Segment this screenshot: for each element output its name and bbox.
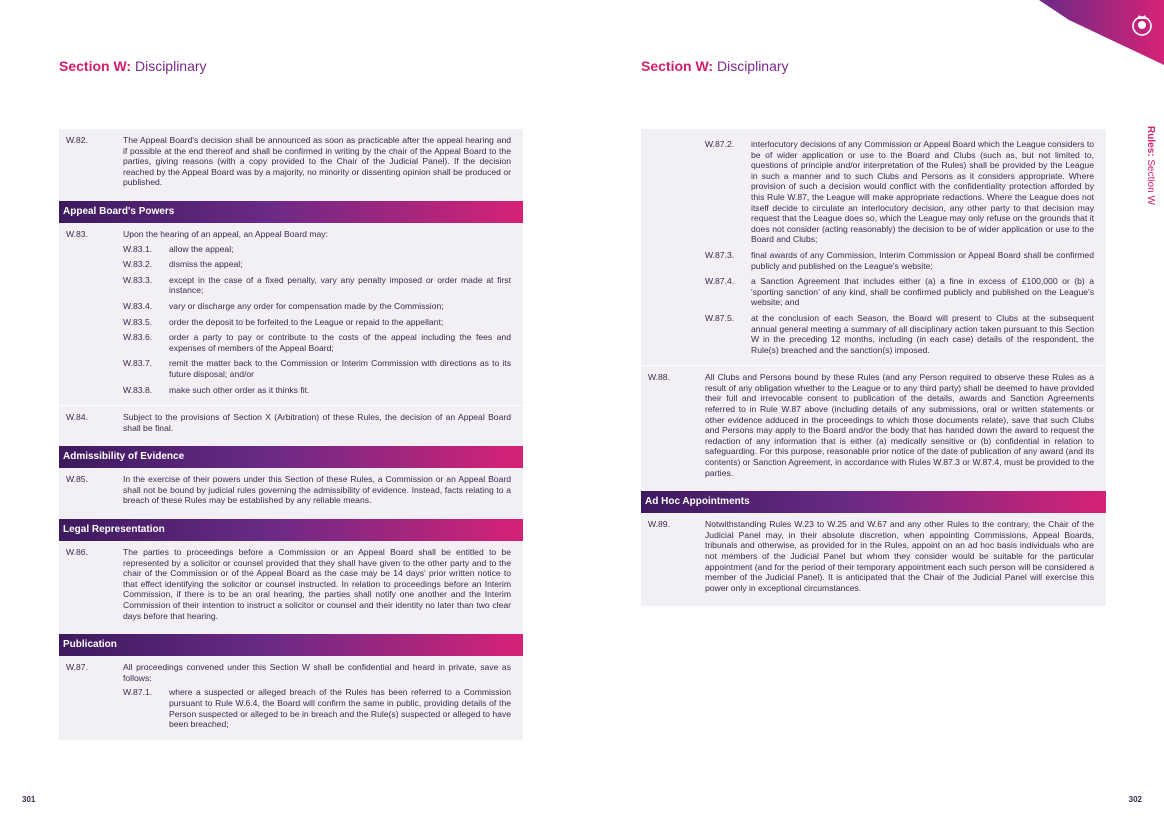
section-header-legal: Legal Representation: [59, 519, 523, 541]
rule-text: All proceedings convened under this Section W shall be confidential and heard in private, save as follows:: [123, 662, 511, 683]
subrule-w83-1: [123, 244, 511, 255]
subrule-w87-3: [705, 250, 1094, 271]
right-column: [641, 129, 1106, 606]
subrule-text: order the deposit to be forfeited to the League or repaid to the appellant;: [169, 316, 444, 327]
subrule-text: a Sanction Agreement that includes either (a) a fine in excess of £100,000 or (b) a 'sporting sanction' of any kind, shall be confirmed publicly and published on the League's website; and: [751, 276, 1094, 308]
rule-w83: [66, 229, 511, 240]
heading-section-name: Disciplinary: [131, 58, 207, 74]
subrule-number: W.83.8.: [123, 384, 153, 395]
section-header-adhoc: Ad Hoc Appointments: [641, 491, 1106, 513]
subrule-number: W.83.7.: [123, 358, 153, 369]
subrule-w87-1: [123, 687, 511, 729]
rule-block-w86: [59, 541, 523, 634]
rule-w86: [66, 547, 511, 621]
subrule-number: W.87.4.: [705, 276, 735, 287]
rule-block-w87: [59, 656, 523, 740]
rule-number: W.86.: [66, 547, 88, 558]
side-label-bold: Rules:: [1145, 126, 1157, 157]
rule-block-w85: [59, 468, 523, 519]
rule-number: W.89.: [648, 519, 670, 530]
rule-text: In the exercise of their powers under this Section of these Rules, a Commission or an Appeal Board shall not be bound by judicial rules governing the admissibility of evidence. Instead, facts relating to a breach of these Rules may be established by any reliable means.: [123, 474, 511, 506]
subrule-w83-7: [123, 358, 511, 379]
subrule-text: dismiss the appeal;: [169, 259, 243, 270]
rule-number: W.83.: [66, 228, 88, 239]
subrule-number: W.83.2.: [123, 259, 153, 270]
subrule-number: W.87.2.: [705, 139, 735, 149]
subrule-w87-2: [705, 139, 1094, 245]
rule-w89: [648, 519, 1094, 593]
rule-block-w84: [59, 406, 523, 446]
subrule-text: vary or discharge any order for compensation made by the Commission;: [169, 300, 444, 311]
rule-w82: [66, 135, 511, 188]
subrule-number: W.87.3.: [705, 249, 735, 260]
rule-w85: [66, 474, 511, 506]
subrule-w83-8: [123, 385, 511, 396]
left-column: [59, 129, 523, 740]
subrule-number: W.87.1.: [123, 687, 153, 698]
subrule-w87-4: [705, 276, 1094, 308]
rule-number: W.88.: [648, 372, 670, 383]
subrule-text: interlocutory decisions of any Commission or Appeal Board which the League considers to be of wider application or use to the Board and Clubs (such as, but not limited to, questions of principle and/or interpretation of the Rules) shall be provided by the League in such a manner and to such Clubs and Persons as it considers appropriate. Where provision of such a decision would conflict with the confidentiality protection afforded by this Rule W.87, the League will make appropriate redactions. Where the League does not itself decide to circulate an interlocutory decision, any other party to that decision may request that the League does so, which the League may only refuse on the grounds that it does not consider (acting reasonably) the decision to be of wider application or use to the Board and Clubs;: [751, 139, 1094, 245]
rule-block-w82: [59, 129, 523, 201]
rule-text: The parties to proceedings before a Commission or an Appeal Board shall be entitled to be represented by a solicitor or counsel provided that they shall have given to the other party and to the chair of the Commission or of the Appeal Board as the case may be 14 days' prior written notice to that effect identifying the solicitor or counsel instructed. In relation to proceedings before an Interim Commission, if there is to be an oral hearing, the parties shall notify one another and the Interim Commission of their intention to instruct a solicitor or counsel and their identity no later than two clear days before that hearing.: [123, 547, 511, 621]
rule-text: The Appeal Board's decision shall be announced as soon as practicable after the appeal hearing and if possible at the end thereof and shall be confirmed in writing by the chair of the Appeal Board to the parties, giving reasons (with a copy provided to the Chair of the Judicial Panel). If the decision reached by the Appeal Board was by a majority, no minority or dissenting opinion shall be produced or published.: [123, 135, 511, 188]
subrule-w83-6: [123, 332, 511, 353]
rule-block-w88: [641, 366, 1106, 491]
section-header-evidence: Admissibility of Evidence: [59, 446, 523, 468]
heading-section-label: Section W:: [641, 58, 714, 74]
subrule-number: W.83.5.: [123, 316, 153, 327]
subrule-number: W.83.6.: [123, 332, 153, 343]
section-header-powers: Appeal Board's Powers: [59, 201, 523, 223]
rule-block-w83: [59, 223, 523, 405]
heading-section-name: Disciplinary: [713, 58, 789, 74]
rule-w84: [66, 412, 511, 433]
rule-block-w89: [641, 513, 1106, 606]
side-label-rest: Section W: [1145, 156, 1157, 205]
rule-block-w87-cont: [641, 129, 1106, 365]
subrule-text: at the conclusion of each Season, the Board will present to Clubs at the subsequent annual general meeting a summary of all disciplinary action taken pursuant to this Section W in the preceding 12 months, including (in each case) details of the respondent, the Rule(s) breached and the sanction(s) imposed.: [751, 312, 1094, 355]
rule-number: W.87.: [66, 662, 88, 673]
subrule-w83-2: [123, 259, 511, 270]
page-title-left: [59, 58, 207, 74]
subrule-number: W.87.5.: [705, 312, 735, 323]
subrule-text: make such other order as it thinks fit.: [169, 384, 310, 395]
subrule-text: remit the matter back to the Commission or Interim Commission with directions as to its future disposal; and/or: [169, 358, 511, 379]
subrule-number: W.83.3.: [123, 274, 153, 285]
rule-text: Notwithstanding Rules W.23 to W.25 and W.67 and any other Rules to the contrary, the Chair of the Judicial Panel may, in their absolute discretion, when appointing Commissions, Appeal Boards, tribunals and otherwise, as provided for in the Rules, appoint on an ad hoc basis individuals who are not members of the Judicial Panel but whom they consider would be suitable for the particular appointment (and for the period of their temporary appointment each such person will be considered a member of the Judicial Panel). It is anticipated that the Chair of the Judicial Panel will exercise this power only in exceptional circumstances.: [705, 519, 1094, 593]
subrule-text: where a suspected or alleged breach of the Rules has been referred to a Commission pursuant to Rule W.6.4, the Board will confirm the same in public, providing details of the Person suspected or alleged to be in breach and the Rule(s) suspected or alleged to have been breached;: [169, 687, 511, 730]
heading-section-label: Section W:: [59, 58, 132, 74]
rule-text: Subject to the provisions of Section X (Arbitration) of these Rules, the decision of an Appeal Board shall be final.: [123, 412, 511, 433]
section-header-publication: Publication: [59, 634, 523, 656]
rule-number: W.82.: [66, 135, 88, 145]
rule-number: W.85.: [66, 474, 88, 485]
subrule-w83-5: [123, 317, 511, 328]
rule-w88: [648, 372, 1094, 478]
subrule-number: W.83.4.: [123, 300, 153, 311]
subrule-w87-5: [705, 313, 1094, 355]
page-title-right: [641, 58, 789, 74]
subrule-text: allow the appeal;: [169, 243, 234, 254]
rule-text: Upon the hearing of an appeal, an Appeal Board may:: [123, 228, 328, 239]
rule-number: W.84.: [66, 412, 88, 423]
subrule-w83-3: [123, 275, 511, 296]
subrule-w83-4: [123, 301, 511, 312]
rule-text: All Clubs and Persons bound by these Rules (and any Person required to observe these Rules as a result of any obligation whether to the League or to any third party) shall be deemed to have provided their full and irrevocable consent to publication of the details, awards and Sanction Agreements referred to in Rule W.87 above (including details of any submissions, oral or written statements or other evidence adduced in the proceedings to which those documents relate), save that such Clubs and Persons may apply to the Board and/or the body that has handed down the award to request the redaction of any information that is either (a) medically sensitive or (b) confidential in relation to safeguarding. For this purpose, reasonable prior notice of the date of publication of any award (and its contents) or Sanction Agreement, in accordance with Rules W.87.3 or W.87.4, must be provided to the parties.: [705, 372, 1094, 478]
side-section-label: [1145, 126, 1156, 205]
page-number-right: 302: [1128, 795, 1142, 804]
subrule-text: except in the case of a fixed penalty, vary any penalty imposed or order made at first instance;: [169, 274, 511, 296]
subrule-text: final awards of any Commission, Interim Commission or Appeal Board shall be confirmed publicly and published on the League's website;: [751, 249, 1094, 271]
subrule-text: order a party to pay or contribute to the costs of the appeal including the fees and expenses of members of the Appeal Board;: [169, 332, 511, 353]
corner-brand-banner: [1014, 0, 1164, 70]
page-number-left: 301: [22, 795, 36, 804]
rule-w87: [66, 662, 511, 683]
subrule-number: W.83.1.: [123, 243, 153, 254]
